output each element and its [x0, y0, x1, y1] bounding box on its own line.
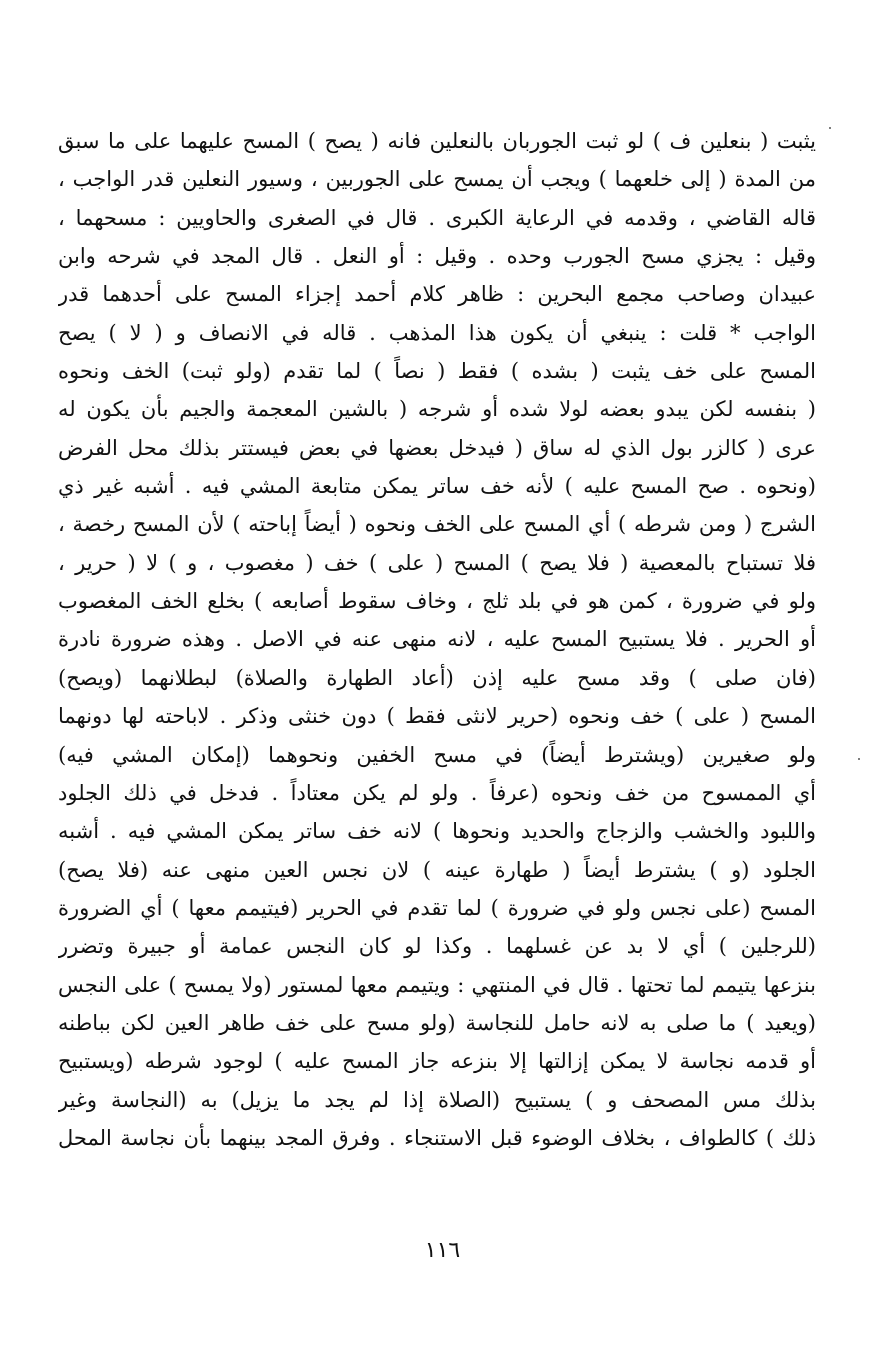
text-line: الواجب * قلت : ينبغي أن يكون هذا المذهب . قاله في الانصاف و ( لا ) يصح: [58, 320, 816, 345]
text-line: من المدة ( إلى خلعهما ) ويجب أن يمسح على الجوربين ، وسيور النعلين قدر الواجب ،: [58, 167, 816, 192]
text-line: أي الممسوح من خف ونحوه (عرفاً . ولو لم يكن معتاداً . فدخل في ذلك الجلود: [58, 780, 816, 805]
text-line: عرى ( كالزر بول الذي له ساق ( فيدخل بعضها في بعض فيستتر بذلك محل الفرض: [58, 435, 816, 460]
text-line: فلا تستباح بالمعصية ( فلا يصح ) المسح ( على ) خف ( مغصوب ، و ) لا ( حرير ،: [58, 550, 816, 575]
text-line: (للرجلين ) أي لا بد عن غسلهما . وكذا لو كان النجس عمامة أو جبيرة وتضرر: [58, 934, 816, 959]
text-line: بنزعها يتيمم لما تحتها . قال في المنتهي : ويتيمم معها لمستور (ولا يمسح ) على النجس: [58, 972, 816, 997]
body-text: [58, 122, 816, 1157]
text-line: أو الحرير . فلا يستبيح المسح عليه ، لانه منهى عنه في الاصل . وهذه ضرورة نادرة: [58, 627, 816, 652]
text-line: (ونحوه . صح المسح عليه ) لأنه خف ساتر يمكن متابعة المشي فيه . أشبه غير ذي: [58, 474, 816, 499]
text-line: بذلك مس المصحف و ) يستبيح (الصلاة إذا لم يجد ما يزيل) به (النجاسة وغير: [58, 1087, 816, 1112]
page-number: ١١٦: [424, 1238, 461, 1263]
text-line: ولو في ضرورة ، كمن هو في بلد ثلج ، وخاف سقوط أصابعه ) بخلع الخف المغصوب: [58, 589, 816, 614]
text-line: (ويعيد ) ما صلى به لانه حامل للنجاسة (ولو مسح على خف طاهر العين لكن بباطنه: [58, 1010, 816, 1035]
text-line: قاله القاضي ، وقدمه في الرعاية الكبرى . قال في الصغرى والحاويين : مسحهما ،: [58, 205, 816, 230]
text-line: (فان صلى ) وقد مسح عليه إذن (أعاد الطهارة والصلاة) لبطلانهما (ويصح): [58, 665, 816, 690]
text-line: الجلود (و ) يشترط أيضاً ( طهارة عينه ) لان نجس العين منهى عنه (فلا يصح): [58, 857, 816, 882]
text-line: المسح ( على ) خف ونحوه (حرير لانثى فقط ) دون خنثى وذكر . لاباحته لها دونهما: [58, 704, 816, 729]
text-line: وقيل : يجزي مسح الجورب وحده . وقيل : أو النعل . قال المجد في شرحه وابن: [58, 244, 816, 269]
text-line: أو قدمه نجاسة لا يمكن إزالتها إلا بنزعه جاز المسح عليه ) لوجود شرطه (ويستبيح: [58, 1049, 816, 1074]
text-line: ( بنفسه لكن يبدو بعضه لولا شده أو شرجه ( بالشين المعجمة والجيم بأن يكون له: [58, 397, 816, 422]
text-line: الشرج ( ومن شرطه ) أي المسح على الخف ونحوه ( أيضاً إباحته ) لأن المسح رخصة ،: [58, 512, 816, 537]
text-line: يثبت ( بنعلين ف ) لو ثبت الجوربان بالنعلين فانه ( يصح ) المسح عليهما على ما سبق: [58, 129, 816, 153]
text-line: ذلك ) كالطواف ، بخلاف الوضوء قبل الاستنجاء . وفرق المجد بينهما بأن نجاسة المحل: [58, 1125, 816, 1150]
text-line: المسح (على نجس ولو في ضرورة ) لما تقدم في الحرير (فيتيمم معها ) أي الضرورة: [58, 895, 816, 920]
text-line: عبيدان وصاحب مجمع البحرين : ظاهر كلام أحمد إجزاء المسح على أحدهما قدر: [58, 282, 816, 307]
scan-speck: [858, 758, 860, 760]
text-line: ولو صغيرين (ويشترط أيضاً) في مسح الخفين ونحوهما (إمكان المشي فيه): [58, 742, 816, 767]
text-line: واللبود والخشب والزجاج والحديد ونحوها ) لانه خف ساتر يمكن المشي فيه . أشبه: [58, 819, 816, 844]
scan-speck: [829, 127, 831, 129]
text-line: المسح على خف يثبت ( بشده ) فقط ( نصاً ) لما تقدم (ولو ثبت) الخف ونحوه: [58, 359, 816, 384]
